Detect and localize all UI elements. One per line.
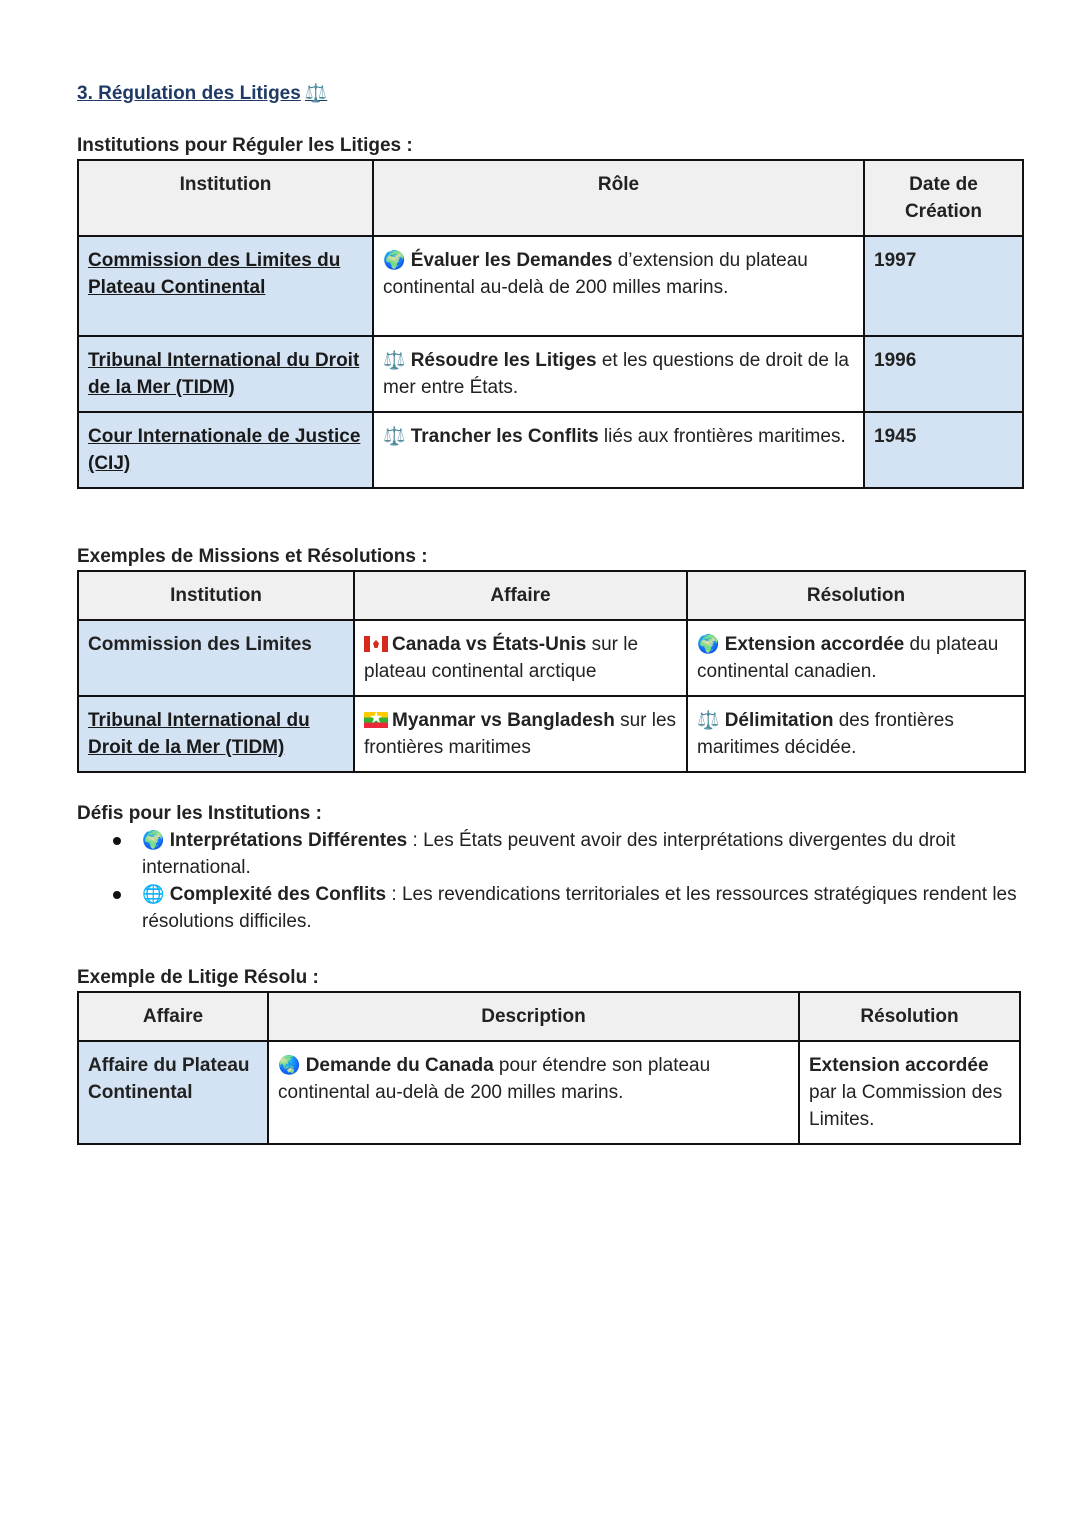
table-header-row xyxy=(78,992,1020,1041)
role-bold: Évaluer les Demandes xyxy=(410,250,613,271)
column-header: Rôle xyxy=(373,160,864,236)
affaire-cell xyxy=(354,696,687,772)
description-text: pour étendre son plateau continental au-delà de 200 milles marins. xyxy=(278,1055,711,1103)
affaire-cell: Affaire du Plateau Continental xyxy=(78,1041,268,1144)
column-header: Affaire xyxy=(354,571,687,620)
description-bold: Demande du Canada xyxy=(305,1055,494,1076)
column-header: Description xyxy=(268,992,799,1041)
scale-icon: ⚖️ xyxy=(697,710,720,731)
missions-caption: Exemples de Missions et Résolutions : xyxy=(77,546,428,567)
institution-cell: Commission des Limites xyxy=(78,620,354,696)
role-text: d’extension du plateau continental au-delà de 200 milles marins. xyxy=(383,250,808,298)
institution-cell xyxy=(78,696,354,772)
column-header: Résolution xyxy=(687,571,1025,620)
column-header: Résolution xyxy=(799,992,1020,1041)
date-cell: 1996 xyxy=(864,336,1023,412)
role-cell xyxy=(373,236,864,336)
affaire-text: sur les frontières maritimes xyxy=(364,710,677,758)
resolution-cell xyxy=(687,620,1025,696)
section-title-text: 3. Régulation des Litiges xyxy=(77,83,301,104)
role-text: et les questions de droit de la mer entre États. xyxy=(383,350,849,398)
globe-asia-icon: 🌏 xyxy=(278,1055,301,1076)
section-title xyxy=(77,80,327,107)
challenge-text: : Les revendications territoriales et les ressources stratégiques rendent les résolutions difficiles. xyxy=(142,884,1017,932)
scale-icon: ⚖️ xyxy=(383,426,406,447)
globe-icon: 🌍 xyxy=(142,830,165,851)
role-bold: Résoudre les Litiges xyxy=(410,350,597,371)
description-cell xyxy=(268,1041,799,1144)
institution-link[interactable]: Tribunal International du Droit de la Mer (TIDM) xyxy=(88,710,310,758)
table-row xyxy=(78,1041,1020,1144)
institution-cell xyxy=(78,236,373,336)
institution-link[interactable]: Cour Internationale de Justice (CIJ) xyxy=(88,426,361,474)
bullet-icon xyxy=(113,837,121,845)
table-header-row xyxy=(78,571,1025,620)
resolved-caption: Exemple de Litige Résolu : xyxy=(77,967,319,988)
list-item xyxy=(77,827,1027,881)
date-cell: 1997 xyxy=(864,236,1023,336)
globe-icon: 🌍 xyxy=(383,250,406,271)
table-row xyxy=(78,620,1025,696)
institutions-caption: Institutions pour Réguler les Litiges : xyxy=(77,135,413,156)
challenge-text: : Les États peuvent avoir des interprétations divergentes du droit international. xyxy=(142,830,956,878)
resolution-text: par la Commission des Limites. xyxy=(809,1082,1003,1130)
affaire-text: sur le plateau continental arctique xyxy=(364,634,639,682)
role-text: liés aux frontières maritimes. xyxy=(598,426,846,447)
resolution-text: des frontières maritimes décidée. xyxy=(697,710,954,758)
resolution-cell xyxy=(799,1041,1020,1144)
resolved-table xyxy=(77,991,1021,1145)
role-bold: Trancher les Conflits xyxy=(410,426,599,447)
institution-cell xyxy=(78,336,373,412)
column-header: Institution xyxy=(78,571,354,620)
globe-meridians-icon: 🌐 xyxy=(142,884,165,905)
challenges-caption: Défis pour les Institutions : xyxy=(77,803,322,824)
list-item xyxy=(77,881,1027,935)
resolution-bold: Délimitation xyxy=(724,710,834,731)
resolution-bold: Extension accordée xyxy=(809,1055,989,1076)
resolution-cell xyxy=(687,696,1025,772)
bullet-icon xyxy=(113,891,121,899)
institutions-table xyxy=(77,159,1024,489)
column-header: Institution xyxy=(78,160,373,236)
column-header: Affaire xyxy=(78,992,268,1041)
missions-table xyxy=(77,570,1026,773)
canada-flag-icon xyxy=(364,636,388,652)
myanmar-flag-icon xyxy=(364,712,388,728)
scale-icon: ⚖️ xyxy=(304,83,328,104)
table-row xyxy=(78,236,1023,336)
globe-icon: 🌍 xyxy=(697,634,720,655)
affaire-bold: Myanmar vs Bangladesh xyxy=(392,710,615,731)
table-row xyxy=(78,412,1023,488)
affaire-cell xyxy=(354,620,687,696)
challenge-bold: Interprétations Différentes xyxy=(169,830,408,851)
role-cell xyxy=(373,412,864,488)
institution-link[interactable]: Tribunal International du Droit de la Mer (TIDM) xyxy=(88,350,360,398)
resolution-text: du plateau continental canadien. xyxy=(697,634,999,682)
table-row xyxy=(78,696,1025,772)
challenges-list xyxy=(77,827,1027,935)
table-row xyxy=(78,336,1023,412)
resolution-bold: Extension accordée xyxy=(724,634,905,655)
table-header-row xyxy=(78,160,1023,236)
date-cell: 1945 xyxy=(864,412,1023,488)
institution-link[interactable]: Commission des Limites du Plateau Continental xyxy=(88,250,341,298)
document-page xyxy=(77,80,1027,1145)
role-cell xyxy=(373,336,864,412)
challenge-bold: Complexité des Conflits xyxy=(169,884,387,905)
scale-icon: ⚖️ xyxy=(383,350,406,371)
column-header: Date de Création xyxy=(864,160,1023,236)
institution-cell xyxy=(78,412,373,488)
affaire-bold: Canada vs États-Unis xyxy=(392,634,587,655)
